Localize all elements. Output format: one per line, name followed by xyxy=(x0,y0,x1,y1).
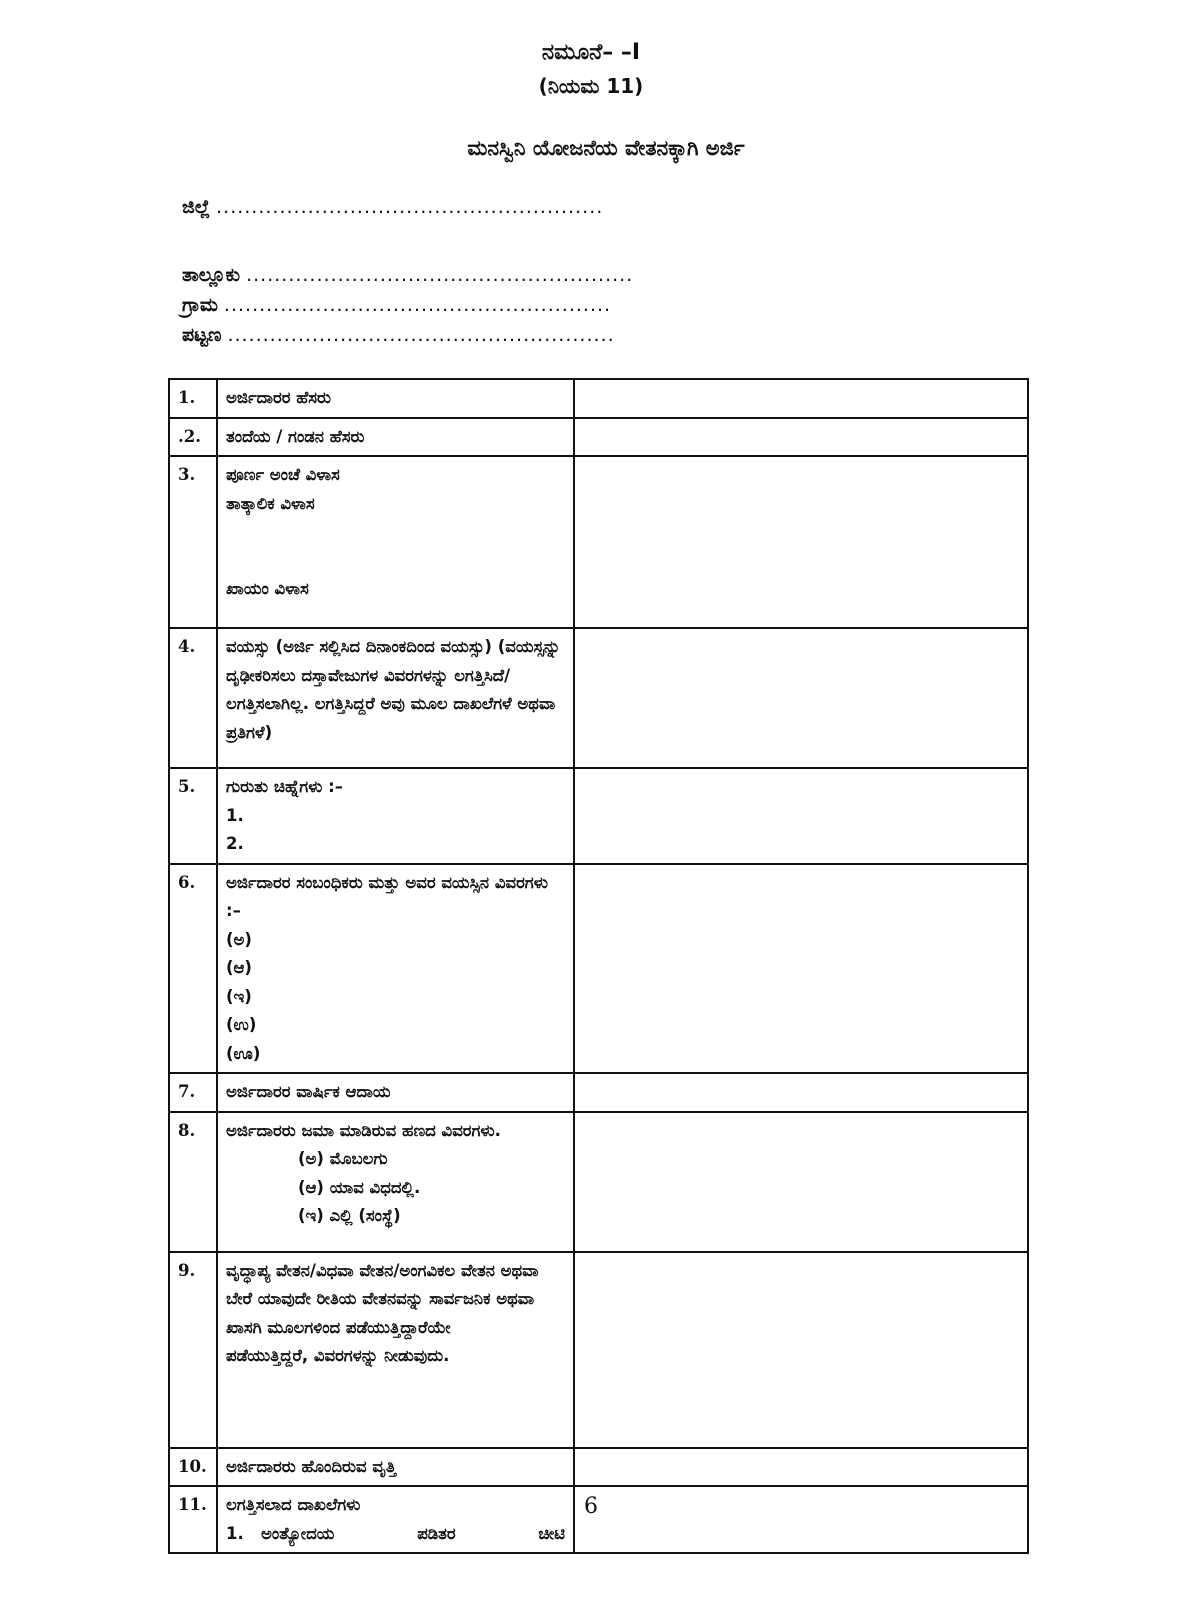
address-cell xyxy=(217,456,574,628)
table-row xyxy=(169,418,1028,457)
table-row xyxy=(169,456,1028,628)
pension-details-label: ಪಡೆಯುತ್ತಿದ್ದರೆ, ವಿವರಗಳನ್ನು ನೀಡುವುದು. xyxy=(226,1346,450,1365)
occupation-label: ಅರ್ಜಿದಾರರು ಹೊಂದಿರುವ ವೃತ್ತಿ xyxy=(217,1448,574,1487)
village-label: ಗ್ರಾಮ xyxy=(182,294,218,316)
relatives-label: ಅರ್ಜಿದಾರರ ಸಂಬಂಧಿಕರು ಮತ್ತು ಅವರ ವಯಸ್ಸಿನ ವಿವರಗಳು :– xyxy=(226,872,548,920)
taluk-label: ತಾಲ್ಲೂಕು xyxy=(182,264,241,286)
row-number: 11. xyxy=(169,1486,217,1553)
deposit-amount-label: (ಅ) ಮೊಬಲಗು xyxy=(298,1149,388,1168)
identification-mark-1: 1. xyxy=(226,805,244,825)
occupation-value[interactable] xyxy=(574,1448,1028,1487)
full-address-label: ಪೂರ್ಣ ಅಂಚೆ ವಿಳಾಸ xyxy=(226,465,340,484)
age-label: ವಯಸ್ಸು (ಅರ್ಜಿ ಸಲ್ಲಿಸಿದ ದಿನಾಂಕದಿಂದ ವಯಸ್ಸು) (ವಯಸ್ಸನ್ನು ದೃಢೀಕರಿಸಲು ದಸ್ತಾವೇಜುಗಳ ವಿವರಗಳನ್ನು ಲಗತ್ತಿಸಿದೆ/ ಲಗತ್ತಿಸಲಾಗಿಲ್ಲ. ಲಗತ್ತಿಸಿದ್ದರೆ ಅವು ಮೂಲ ದಾಖಲೆಗಳೆ ಅಥವಾ ಪ್ರತಿಗಳೆ) xyxy=(217,628,574,768)
district-dots: ....................................................... xyxy=(216,196,604,218)
row-number: 1. xyxy=(169,379,217,418)
table-row xyxy=(169,1112,1028,1252)
row-number: 3. xyxy=(169,456,217,628)
district-field[interactable] xyxy=(182,196,603,218)
father-husband-name-value[interactable] xyxy=(574,418,1028,457)
identification-mark-2: 2. xyxy=(226,834,244,853)
temporary-address-label: ತಾತ್ಕಾಲಿಕ ವಿಳಾಸ xyxy=(226,493,315,513)
document-item-number: 1. xyxy=(226,1523,244,1543)
deposit-details-label: ಅರ್ಜಿದಾರರು ಜಮಾ ಮಾಡಿರುವ ಹಣದ ವಿವರಗಳು. xyxy=(226,1120,501,1140)
applicant-name-label: ಅರ್ಜಿದಾರರ ಹೆಸರು xyxy=(217,379,574,418)
row-number: 10. xyxy=(169,1448,217,1487)
row-number: 4. xyxy=(169,628,217,768)
document-item-word3: ಚೀಟಿ xyxy=(538,1523,565,1543)
table-row xyxy=(169,628,1028,768)
identification-marks-label: ಗುರುತು ಚಿಹ್ನೆಗಳು :– xyxy=(226,777,344,796)
relative-a: (ಅ) xyxy=(226,929,252,949)
village-field[interactable] xyxy=(182,294,611,316)
form-number: ನಮೂನೆ– –I xyxy=(541,40,641,65)
town-label: ಪಟ್ಟಣ xyxy=(182,324,222,346)
table-row xyxy=(169,1073,1028,1112)
attached-document-item xyxy=(226,1520,565,1549)
document-item-word2: ಪಡಿತರ xyxy=(417,1523,456,1543)
district-label: ಜಿಲ್ಲೆ xyxy=(182,196,211,218)
taluk-dots: ....................................................... xyxy=(246,264,634,286)
table-row xyxy=(169,768,1028,864)
annual-income-value[interactable] xyxy=(574,1073,1028,1112)
table-row xyxy=(169,379,1028,418)
town-field[interactable] xyxy=(182,324,615,346)
father-husband-name-label: ತಂದೆಯ / ಗಂಡನ ಹೆಸರು xyxy=(217,418,574,457)
relatives-cell xyxy=(217,864,574,1074)
deposit-type-label: (ಆ) ಯಾವ ವಿಧದಲ್ಲಿ. xyxy=(298,1177,421,1197)
row-number: 9. xyxy=(169,1252,217,1448)
attached-documents-label: ಲಗತ್ತಿಸಲಾದ ದಾಖಲೆಗಳು xyxy=(226,1495,361,1514)
pension-question-label: ವೃದ್ಧಾಪ್ಯ ವೇತನ/ವಿಧವಾ ವೇತನ/ಅಂಗವಿಕಲ ವೇತನ ಅಥವಾ ಬೇರೆ ಯಾವುದೇ ರೀತಿಯ ವೇತನವನ್ನು ಸಾರ್ವಜನಿಕ ಅಥವಾ ಖಾಸಗಿ ಮೂಲಗಳಿಂದ ಪಡೆಯುತ್ತಿದ್ದಾರೆಯೇ xyxy=(226,1260,539,1337)
document-item-word1: ಅಂತ್ಯೋದಯ xyxy=(260,1523,335,1543)
table-row xyxy=(169,1448,1028,1487)
applicant-name-value[interactable] xyxy=(574,379,1028,418)
address-value[interactable] xyxy=(574,456,1028,628)
row-number: 6. xyxy=(169,864,217,1074)
relative-b: (ಆ) xyxy=(226,958,252,977)
taluk-field[interactable] xyxy=(182,264,633,286)
relative-d: (ಉ) xyxy=(226,1015,257,1034)
pension-cell xyxy=(217,1252,574,1448)
deposit-value[interactable] xyxy=(574,1112,1028,1252)
relatives-value[interactable] xyxy=(574,864,1028,1074)
table-row xyxy=(169,1252,1028,1448)
row-number: 8. xyxy=(169,1112,217,1252)
application-form-table xyxy=(168,378,1029,1554)
age-value[interactable] xyxy=(574,628,1028,768)
identification-marks-value[interactable] xyxy=(574,768,1028,864)
permanent-address-label: ಖಾಯಂ ವಿಳಾಸ xyxy=(226,579,309,598)
row-number: .2. xyxy=(169,418,217,457)
village-dots: ....................................................... xyxy=(223,294,612,316)
identification-marks-cell xyxy=(217,768,574,864)
deposit-cell xyxy=(217,1112,574,1252)
pension-value[interactable] xyxy=(574,1252,1028,1448)
form-title: ಮನಸ್ವಿನಿ ಯೋಜನೆಯ ವೇತನಕ್ಕಾಗಿ ಅರ್ಜಿ xyxy=(467,136,745,160)
table-row xyxy=(169,864,1028,1074)
row-number: 7. xyxy=(169,1073,217,1112)
page-number: 6 xyxy=(584,1494,598,1519)
relative-e: (ಊ) xyxy=(226,1043,261,1063)
annual-income-label: ಅರ್ಜಿದಾರರ ವಾರ್ಷಿಕ ಆದಾಯ xyxy=(217,1073,574,1112)
row-number: 5. xyxy=(169,768,217,864)
deposit-institution-label: (ಇ) ಎಲ್ಲಿ (ಸಂಸ್ಥೆ) xyxy=(298,1206,401,1225)
relative-c: (ಇ) xyxy=(226,986,252,1006)
rule-number: (ನಿಯಮ 11) xyxy=(538,74,644,98)
town-dots: ....................................................... xyxy=(227,324,615,346)
